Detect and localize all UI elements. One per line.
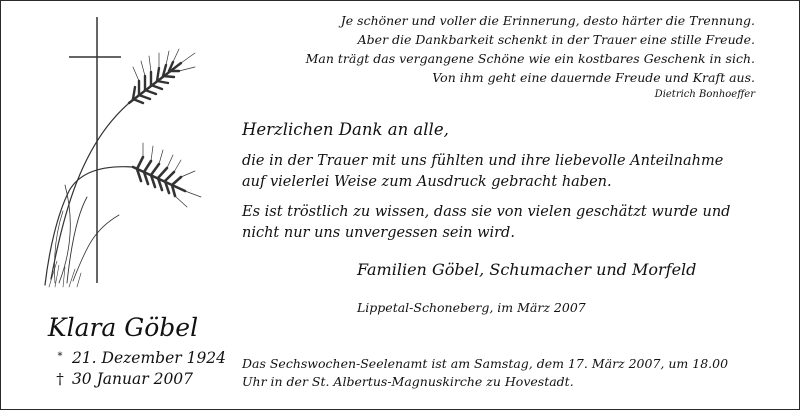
cross-icon: [69, 17, 121, 283]
poem-line: Aber die Dankbarkeit schenkt in der Trauer eine stille Freude.: [357, 32, 755, 47]
paragraph-line: die in der Trauer mit uns fühlten und ihre liebevolle Anteilnahme: [242, 153, 724, 169]
paragraph-line: auf vielerlei Weise zum Ausdruck gebracht haben.: [242, 174, 612, 190]
life-dates: [53, 346, 226, 390]
memorial-mass-notice: [242, 355, 728, 391]
wheat-ears-icon: [45, 49, 201, 287]
death-date-row: [53, 369, 226, 390]
notice-line: Das Sechswochen-Seelenamt ist am Samstag, dem 17. März 2007, um 18.00: [242, 356, 729, 371]
place-date: Lippetal-Schoneberg, im März 2007: [357, 300, 586, 315]
thanks-heading: Herzlichen Dank an alle,: [242, 120, 449, 139]
family-signature: Familien Göbel, Schumacher und Morfeld: [357, 260, 697, 279]
cross-and-wheat-illustration: [29, 15, 209, 305]
birth-star-icon: *: [57, 351, 63, 362]
birth-date-row: [53, 346, 226, 369]
poem-line: Von ihm geht eine dauernde Freude und Kraft aus.: [432, 70, 755, 85]
notice-line: Uhr in der St. Albertus-Magnuskirche zu Hovestadt.: [242, 374, 574, 389]
deceased-name: Klara Göbel: [47, 313, 199, 342]
consolation-paragraph: [242, 202, 730, 244]
paragraph-line: Es ist tröstlich zu wissen, dass sie von vielen geschätzt wurde und: [242, 204, 731, 220]
death-cross-icon: †: [56, 370, 64, 388]
birth-date: 21. Dezember 1924: [71, 349, 227, 367]
thanks-paragraph: [242, 151, 723, 193]
poem-line: Je schöner und voller die Erinnerung, desto härter die Trennung.: [340, 13, 755, 28]
paragraph-line: nicht nur uns unvergessen sein wird.: [242, 225, 515, 241]
death-date: 30 Januar 2007: [71, 370, 194, 388]
poem-quote: [235, 11, 755, 103]
poem-line: Man trägt das vergangene Schöne wie ein kostbares Geschenk in sich.: [305, 51, 755, 66]
poem-author: Dietrich Bonhoeffer: [654, 89, 755, 100]
